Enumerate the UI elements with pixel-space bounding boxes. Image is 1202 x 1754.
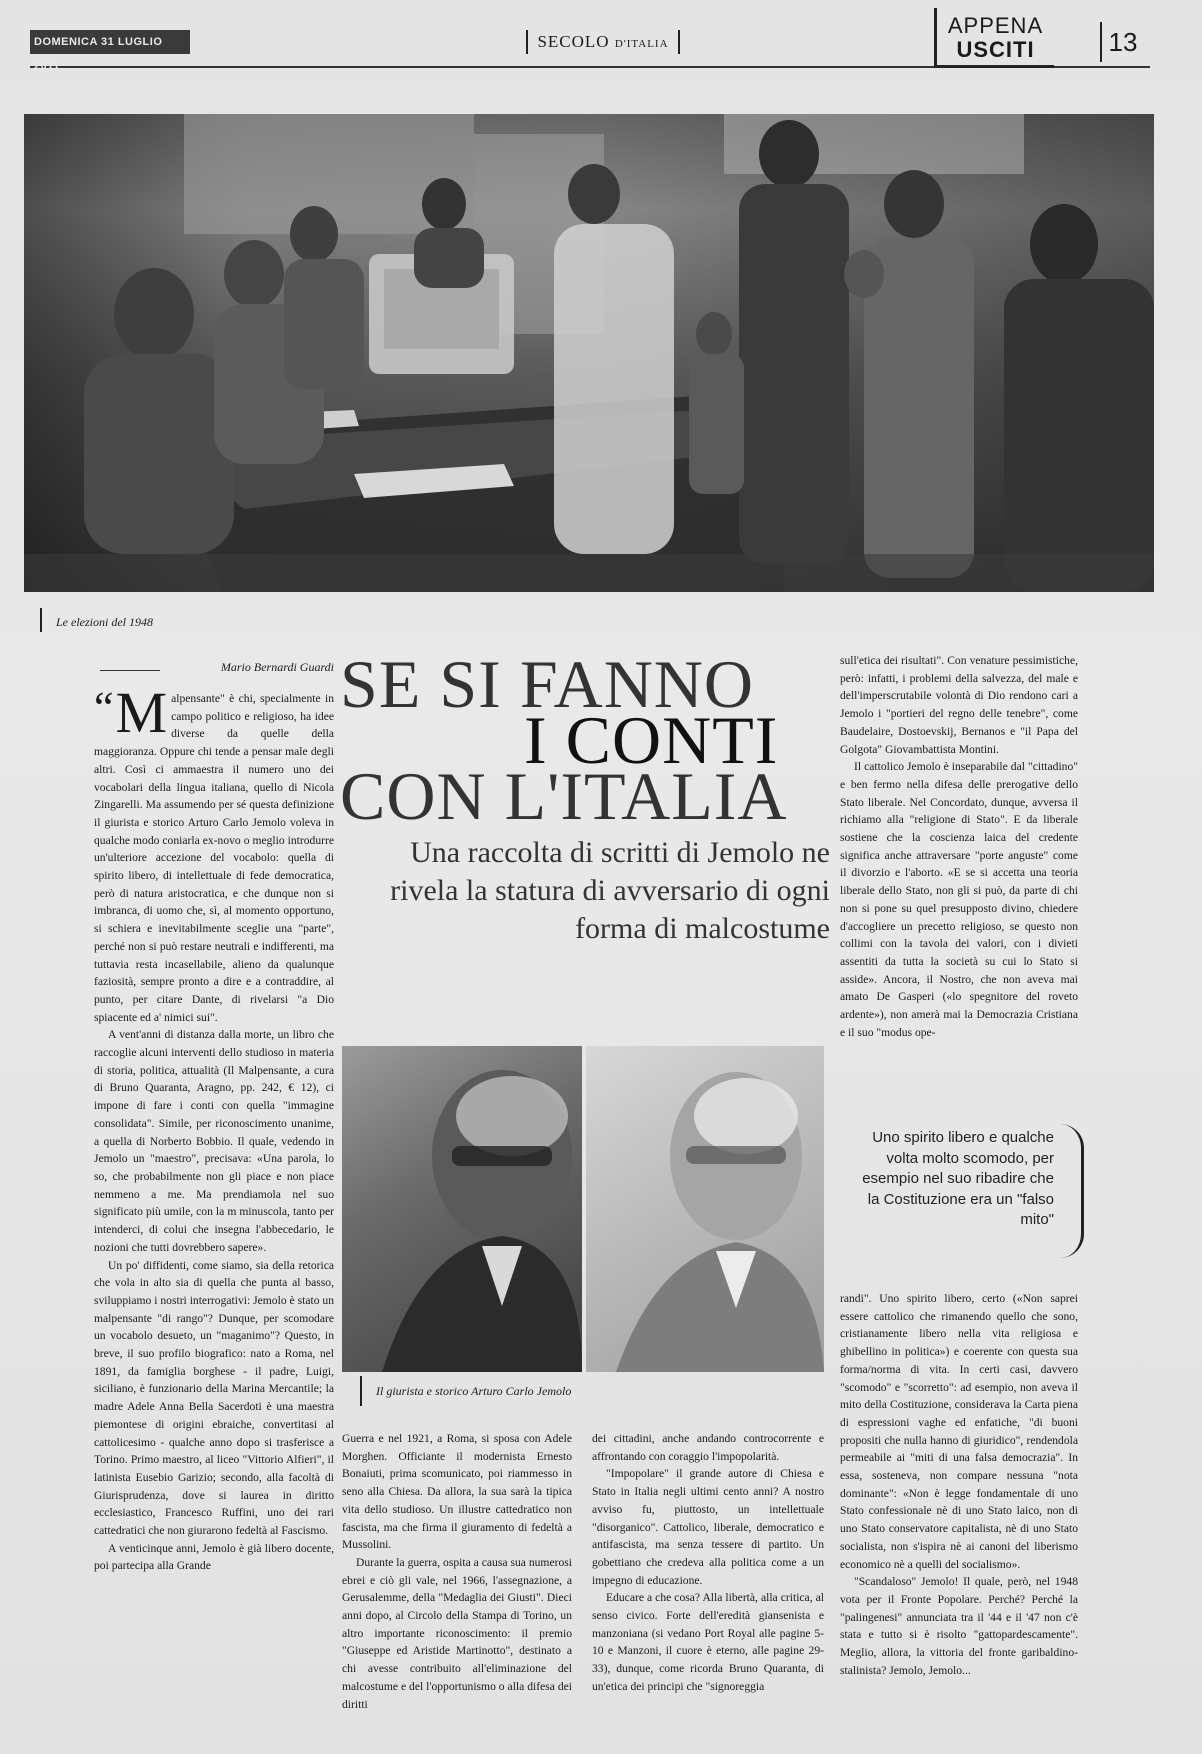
portrait-caption: Il giurista e storico Arturo Carlo Jemolo [360, 1376, 790, 1406]
election-photo [24, 114, 1154, 592]
headline-line-3: CON L'ITALIA [340, 758, 788, 834]
section-label [934, 8, 1054, 68]
pull-quote-bracket [1060, 1124, 1084, 1258]
dropcap-letter: M [115, 690, 168, 745]
portrait-dark-photo [342, 1046, 582, 1372]
masthead [526, 30, 680, 54]
issue-date: DOMENICA 31 LUGLIO 2011 [30, 30, 190, 54]
article-paragraph: Un po' diffidenti, come siamo, sia della retorica che vola in alto sia di quella che punta al basso, sviluppiamo i nostri interrogativi: Jemolo è stato un malpensante "di rango"? Dunque, per scomodare un vocabolo desueto, un "maganimo"? Questo, in breve, il suo profilo biografico: nato a Roma, nel 1891, da famiglia borghese - il padre, Luigi, siciliano, è funzionario della Marina Mercantile; la madre Adele Anna Bella Sacerdoti è una maestra piemontese di origini ebraiche, convertitasi al cattolicesimo - qualche anno dopo si trasferisce a Torino. Primo maestro, al liceo "Vittorio Alfieri", il latinista Eusebio Garizio; secondo, alla facoltà di Giurisprudenza, dove si laurea in diritto ecclesiastico, Francesco Ruffini, uno dei rari cattedratici che non giurarono fedeltà al Fascismo. [94, 1258, 334, 1538]
headline-line-1: SE SI FANNO [340, 646, 755, 722]
portrait-light-image [586, 1046, 824, 1372]
photo-caption: Le elezioni del 1948 [40, 608, 440, 632]
article-paragraph: A vent'anni di distanza dalla morte, un libro che raccoglie alcuni interventi dello studioso in materia di storia, politica, attualità (Il Malpensante, a cura di Bruno Quaranta, Aragno, pp. 242, € 12), ci impone di fare i conti con quella "immagine consolidata". Simile, per riconoscimento unanime, a quella di Norberto Bobbio. Il quale, vedendo in Jemolo un "maestro", precisava: «Una parola, lo so, che probabilmente non gli piace e non piace nemmeno a me. Ma prendiamola nel suo significato più umile, con la m minuscola, tanto per intenderci, di colui che insegna l'abbecedario, le nozioni che tutti dovrebbero sapere». [94, 1028, 334, 1254]
headline-line-2: I CONTI [524, 702, 779, 778]
article-paragraph: "Impopolare" il grande autore di Chiesa e Stato in Italia negli ultimi cento anni? A nostro avviso fu, piuttosto, un intellettuale "disorganico". Cattolico, liberale, democratico e antifascista, ma senza tessere di partito. Un gobettiano che credeva alla politica come a un impegno di educazione. [592, 1467, 824, 1587]
headline [340, 646, 820, 834]
article-paragraph: sull'etica dei risultati". Con venature pessimistiche, però: infatti, i problemi della salvezza, del male e dell'imperscrutabile volontà di Dio rendono cari a Jemolo i "portieri del regno delle tenebre", come Baudelaire, Dostoevskij, Bernanos e "il Papa del Golgota" Giovambattista Montini. [840, 654, 1078, 756]
dropcap-quote: “ [94, 690, 114, 732]
portrait-dark-image [342, 1046, 582, 1372]
article-paragraph: "Scandaloso" Jemolo! Il quale, però, nel 1948 vota per il Fronte Popolare. Perché? Perché la "palingenesi" annunciata tra il '44 e il '47 non c'è stata e tutto si è risolto "gattopardescamente". Meglio, allora, la vittoria del fronte garibaldino-stalinista? Jemolo, Jemolo... [840, 1575, 1078, 1677]
masthead-suffix: D'ITALIA [614, 38, 669, 50]
article-paragraph: Il cattolico Jemolo è inseparabile dal "cittadino" e ben fermo nella difesa delle prerogative dello Stato liberale. Nel Concordato, dunque, avversa il richiamo alla "religione di Stato". E da liberale sostiene che la coscienza laica del credente significa anche attraversare "porte anguste" come il divorzio e l'aborto. «E se si accetta una teoria liberale dello Stato, non gli si può, da parte di chi non si pone su quel presupposto divino, chiedere d'accogliere un precetto religioso, se questo non collimi con la tavola dei valori, con i divieti assentiti da tutta la società su cui lo Stato si asside». Ancora, il Nostro, che non aveva mai amato De Gasperi («lo spegnitore del roveto ardente»), non amerà mai la Democrazia Cristiana e il suo "modus ope- [840, 760, 1078, 1039]
article-column-1 [94, 690, 334, 1730]
article-paragraph: dei cittadini, anche andando controcorrente e affrontando con coraggio l'impopolarità. [592, 1432, 824, 1463]
election-photo-image [24, 114, 1154, 592]
pull-quote: Uno spirito libero e qualche volta molto scomodo, per esempio nel suo ribadire che la Costituzione era un "falso mito" [862, 1129, 1054, 1228]
author-byline: Mario Bernardi Guardi [100, 660, 334, 680]
article-paragraph: Guerra e nel 1921, a Roma, si sposa con Adele Morghen. Officiante il modernista Ernesto Bonaiuti, prima scomunicato, poi riammesso in seno alla Chiesa. Da allora, la sua sarà la tipica vita dello studioso. Un illustre cattedratico non fascista, ma che firma il giuramento di fedeltà a Mussolini. [342, 1432, 572, 1552]
article-column-2 [342, 1430, 572, 1736]
masthead-title: SECOLO [537, 32, 610, 51]
article-paragraph: randi". Uno spirito libero, certo («Non saprei essere cattolico che rimanendo quello che sono, cristianamente libero nella vita religiosa e ghibellino in politica») e coerente con questa sua forma/norma di vita. In certi casi, davvero "scomodo" e "scorretto": ad esempio, non aveva il mito della Costituzione, considerava la Carta piena di espressioni vaghe ed enfatiche, "di buoni propositi che nulla hanno di giuridico", rendendola permeabile ai "miti di una falsa democrazia". In essa, sosteneva, non compare nessuna "nota dominante": «Non è legge fondamentale di uno Stato confessionale nè di uno Stato laico, non di uno Stato conservatore capitalista, nè di uno Stato socialista, non s'ispira nè ai canoni del liberismo economico nè a quelli del socialismo». [840, 1292, 1078, 1571]
article-paragraph: Durante la guerra, ospita a causa sua numerosi ebrei e ciò gli vale, nel 1966, l'assegnazione, a Gerusalemme, della "Medaglia dei Giusti". Dieci anni dopo, al Circolo della Stampa di Torino, un altro importante riconoscimento: il premio "Giuseppe ed Aristide Martinotto", destinato a chi avesse contribuito all'eliminazione del malcostume e del l'opportunismo o alla difesa dei diritti [342, 1555, 572, 1711]
section-label-line2: USCITI [956, 37, 1035, 62]
portrait-light-photo [586, 1046, 824, 1372]
paragraph-text: alpensante" è chi, specialmente in campo politico e religioso, ha idee diverse da quelle della maggioranza. Oppure chi tende a pensar male degli altri. Così ci ammaestra il numero uno dei vocabolari della lingua italiana, quello di Nicola Zingarelli. Ma assumendo per sé questa definizione il giurista e storico Arturo Carlo Jemolo voleva in qualche modo coniarla ex-novo o meglio introdurre un'ulteriore accezione del vocabolo: quella di spirito libero, di intellettuale di fede democratica, però di natura aristocratica, e che dunque non si imbranca, di uomo che, sì, al momento opportuno, si schiera e inevitabilmente sceglie una "parte", perché non si può restare neutrali e indifferenti, ma tuttavia resta incasellabile, alieno da qualunque faziosità, sempre pronto a dire e a contraddire, al punto, per citare Dante, di rivelarsi "a Dio spiacente ed a' nimici sui". [94, 692, 334, 1024]
page-number: 13 [1100, 22, 1144, 62]
article-column-4-bottom [840, 1290, 1078, 1736]
article-paragraph [94, 690, 334, 1026]
section-label-line1: APPENA [947, 13, 1044, 38]
article-column-4-top [840, 652, 1078, 1096]
article-paragraph: A venticinque anni, Jemolo è già libero docente, poi partecipa alla Grande [94, 1541, 334, 1573]
jemolo-portraits [342, 1046, 824, 1372]
article-column-3 [592, 1430, 824, 1736]
article-paragraph: Educare a che cosa? Alla libertà, alla critica, al senso civico. Forte dell'eredità giansenista e manzoniana (si vedano Port Royal alle pagine 5-10 e Manzoni, il cuore è eterno, alle pagine 29-33), dunque, come ricorda Bruno Quaranta, di un'etica dei principi che "signoreggia [592, 1591, 824, 1693]
subheadline: Una raccolta di scritti di Jemolo ne rivela la statura di avversario di ogni forma di malcostume [390, 836, 830, 945]
